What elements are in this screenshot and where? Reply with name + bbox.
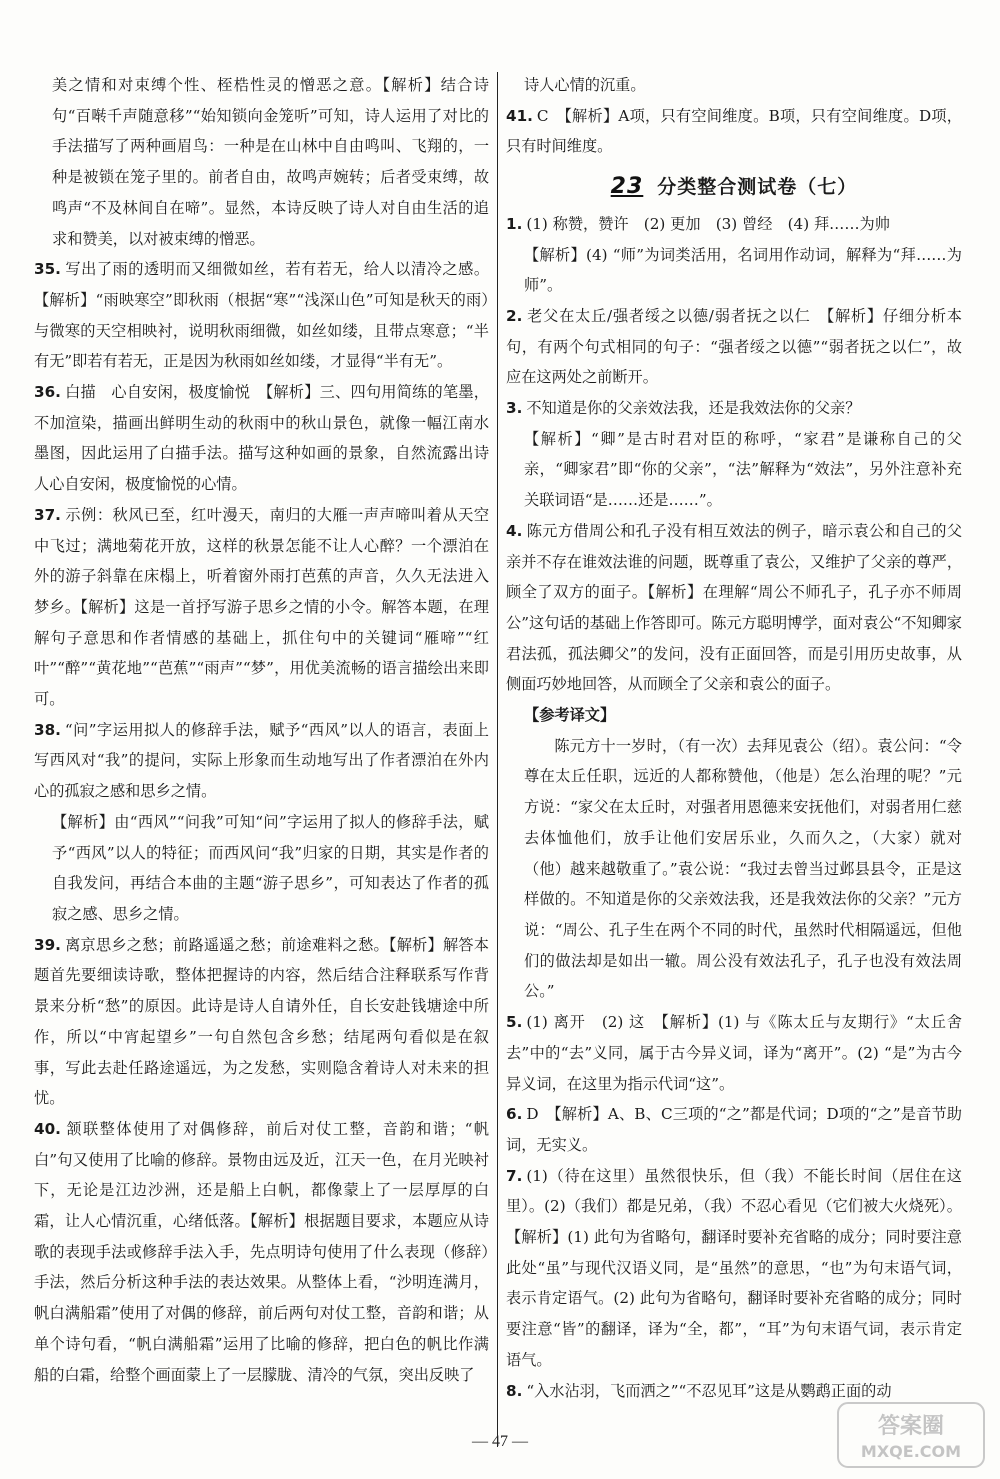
translation-heading: 【参考译文】 — [524, 706, 616, 725]
svg-text:答案圈: 答案圈 — [877, 1414, 945, 1439]
answer-text: D 【解析】A、B、C三项的“之”都是代词；D项的“之”是音节助词，无实义。 — [506, 1105, 962, 1154]
answer-item — [34, 930, 489, 1114]
answer-item — [506, 424, 962, 516]
answer-text: 【解析】由“西风”“问我”可知“问”字运用了拟人的修辞手法，赋予“西风”以人的特征；而西风问“我”归家的日期，其实是作者的自我发问，再结合本曲的主题“游子思乡”，可知表达了作者的孤寂之感、思乡之情。 — [52, 812, 489, 923]
section-number-badge: 23 — [610, 174, 644, 200]
answer-text: 陈元方借周公和孔子没有相互效法的例子，暗示袁公和自己的父亲并不存在谁效法谁的问题，既尊重了袁公，又维护了父亲的尊严，顾全了双方的面子。【解析】在理解“周公不师孔子，孔子亦不师周公”这句话的基础上作答即可。陈元方聪明博学，面对袁公“不知卿家君法孤，孤法卿父”的发问，没有正面回答，而是引用历史故事，从侧面巧妙地回答，从而顾全了父亲和袁公的面子。 — [506, 521, 962, 694]
answer-item — [34, 500, 489, 715]
answer-text: 白描 心自安闲，极度愉悦 【解析】三、四句用简练的笔墨，不加渲染，描画出鲜明生动的秋雨中的秋山景色，就像一幅江南水墨图，因此运用了白描手法。描写这种如画的景象，自然流露出诗人心自安闲，极度愉悦的心情。 — [34, 383, 489, 494]
section-title-text: 分类整合测试卷（七） — [657, 176, 858, 199]
question-number: 5. — [506, 1013, 523, 1032]
answer-text: 诗人心情的沉重。 — [524, 76, 646, 94]
question-number: 1. — [506, 214, 523, 233]
question-number: 35. — [34, 260, 61, 279]
answer-text: 【解析】(4) “师”为词类活用，名词用作动词，解释为“拜……为师”。 — [524, 245, 962, 295]
question-number: 4. — [506, 521, 523, 540]
question-number: 3. — [506, 399, 523, 418]
answer-item — [34, 70, 489, 254]
question-number: 37. — [34, 505, 61, 524]
page-number: — 47 — — [472, 1433, 528, 1450]
question-number: 39. — [34, 935, 61, 954]
answer-item — [34, 715, 489, 807]
answer-item — [506, 209, 962, 240]
question-number: 38. — [34, 720, 61, 739]
column-divider — [497, 72, 498, 1447]
question-number: 36. — [34, 383, 61, 402]
question-number: 8. — [506, 1381, 523, 1400]
answer-item — [506, 1099, 962, 1160]
answer-text: 写出了雨的透明而又细微如丝，若有若无，给人以清冷之感。【解析】“雨映寒空”即秋雨（根据“寒”“浅深山色”可知是秋天的雨）与微寒的天空相映衬，说明秋雨细微，如丝如缕，且带点寒意；“半有无”即若有若无，正是因为秋雨如丝如缕，才显得“半有无”。 — [34, 260, 489, 371]
answer-item — [506, 393, 962, 424]
answer-item — [506, 70, 962, 101]
answer-item — [506, 101, 962, 162]
translation-body: 陈元方十一岁时，（有一次）去拜见袁公（绍）。袁公问：“令尊在太丘任职，远近的人都称赞他，（他是）怎么治理的呢？”元方说：“家父在太丘时，对强者用恩德来安抚他们，对弱者用仁慈去体恤他们，放手让他们安居乐业，久而久之，（大家）就对（他）越来越敬重了。”袁公说：“我过去曾当过邺县县令，正是这样做的。不知道是你的父亲效法我，还是我效法你的父亲？”元方说：“周公、孔子生在两个不同的时代，虽然时代相隔遥远，但他们的做法却是如出一辙。周公没有效法孔子，孔子也没有效法周公。” — [524, 736, 962, 1001]
left-column — [34, 70, 489, 1390]
question-number: 7. — [506, 1166, 523, 1185]
section-title — [506, 172, 962, 203]
answer-text: (1) 称赞，赞许 (2) 更加 (3) 曾经 (4) 拜……为帅 — [526, 214, 890, 233]
answer-text: 【解析】“卿”是古时君对臣的称呼，“家君”是谦称自己的父亲，“卿家君”即“你的父亲”，“法”解释为“效法”，另外注意补充关联词语“是……还是……”。 — [524, 429, 962, 510]
answer-item — [34, 1114, 489, 1390]
answer-text: 美之情和对束缚个性、桎梏性灵的憎恶之意。【解析】结合诗句“百啭千声随意移”“始知锁向金笼听”可知，诗人运用了对比的手法描写了两种画眉鸟：一种是在山林中自由鸣叫、飞翔的，一种是被锁在笼子里的。前者自由，故鸣声婉转；后者受束缚，故鸣声“不及林间自在啼”。显然，本诗反映了诗人对自由生活的追求和赞美，以对被束缚的憎恶。 — [52, 76, 489, 248]
question-number: 6. — [506, 1105, 523, 1124]
answer-text: 老父在太丘/强者绥之以德/弱者抚之以仁 【解析】仔细分析本句，有两个句式相同的句子：“强者绥之以德”“弱者抚之以仁”，故应在这两处之前断开。 — [506, 306, 962, 387]
right-column — [506, 70, 962, 1406]
answer-text: 颔联整体使用了对偶修辞，前后对仗工整，音韵和谐；“帆白”句又使用了比喻的修辞。景物由远及近，江天一色，在月光映衬下，无论是江边沙洲，还是船上白帆，都像蒙上了一层厚厚的白霜，让人心情沉重，心绪低落。【解析】根据题目要求，本题应从诗歌的表现手法或修辞手法入手，先点明诗句使用了什么表现（修辞）手法，然后分析这种手法的表达效果。从整体上看，“沙明连满月，帆白满船霜”使用了对偶的修辞，前后两句对仗工整，音韵和谐；从单个诗句看，“帆白满船霜”运用了比喻的修辞，把白色的帆比作满船的白霜，给整个画面蒙上了一层朦胧、清冷的气氛，突出反映了 — [34, 1119, 489, 1384]
answer-text: 示例：秋风已至，红叶漫天，南归的大雁一声声啼叫着从天空中飞过；满地菊花开放，这样的秋景怎能不让人心醉？一个漂泊在外的游子斜靠在床榻上，听着窗外雨打芭蕉的声音，久久无法进入梦乡。【解析】这是一首抒写游子思乡之情的小令。解答本题，在理解句子意思和作者情感的基础上，抓住句中的关键词“雁啼”“红叶”“醉”“黄花地”“芭蕉”“雨声”“梦”，用优美流畅的语言描绘出来即可。 — [34, 505, 489, 709]
answer-item — [34, 254, 489, 377]
answer-item — [506, 1007, 962, 1099]
question-number: 40. — [34, 1119, 61, 1138]
answer-item — [506, 516, 962, 700]
answer-item — [506, 301, 962, 393]
answer-text: (1) 离开 (2) 这 【解析】(1) 与《陈太丘与友期行》“太丘舍去”中的“去”义同，属于古今异义词，译为“离开”。(2) “是”为古今异义词，在这里为指示代词“这”。 — [506, 1013, 962, 1093]
answer-text: “入水沾羽，飞而洒之”“不忍见耳”这是从鹦鹉正面的动 — [526, 1381, 892, 1400]
watermark-logo — [836, 1399, 986, 1471]
svg-text:MXQE.COM: MXQE.COM — [860, 1442, 962, 1461]
answer-text: 离京思乡之愁；前路遥遥之愁；前途难料之愁。【解析】解答本题首先要细读诗歌，整体把握诗的内容，然后结合注释联系写作背景来分析“愁”的原因。此诗是诗人自请外任，自长安赴钱塘途中所作，所以“中宵起望乡”一句自然包含乡愁；结尾两句看似是在叙事，写此去赴任路途遥远，为之发愁，实则隐含着诗人对未来的担忧。 — [34, 935, 489, 1108]
answer-text: 不知道是你的父亲效法我，还是我效法你的父亲？ — [526, 399, 861, 418]
answer-item — [506, 240, 962, 301]
answer-text: C 【解析】A项，只有空间维度。B项，只有空间维度。D项，只有时间维度。 — [506, 106, 962, 156]
answer-text: “问”字运用拟人的修辞手法，赋予“西风”以人的语言，表面上写西风对“我”的提问，实际上形象而生动地写出了作者漂泊在外内心的孤寂之感和思乡之情。 — [34, 720, 489, 801]
question-number: 2. — [506, 306, 523, 325]
answer-item — [34, 807, 489, 930]
answer-item — [34, 377, 489, 500]
question-number: 41. — [506, 106, 533, 125]
answer-text: (1)（待在这里）虽然很快乐，但（我）不能长时间（居住在这里）。(2)（我们）都是兄弟，（我）不忍心看见（它们被大火烧死）。【解析】(1) 此句为省略句，翻译时要补充省略的成分；同时要注意此处“虽”与现代汉语义同，是“虽然”的意思，“也”为句末语气词，表示肯定语气。(2) 此句为省略句，翻译时要补充省略的成分；同时要注意“皆”的翻译，译为“全，都”，“耳”为句末语气词，表示肯定语气。 — [506, 1166, 962, 1369]
answer-item — [506, 1161, 962, 1376]
